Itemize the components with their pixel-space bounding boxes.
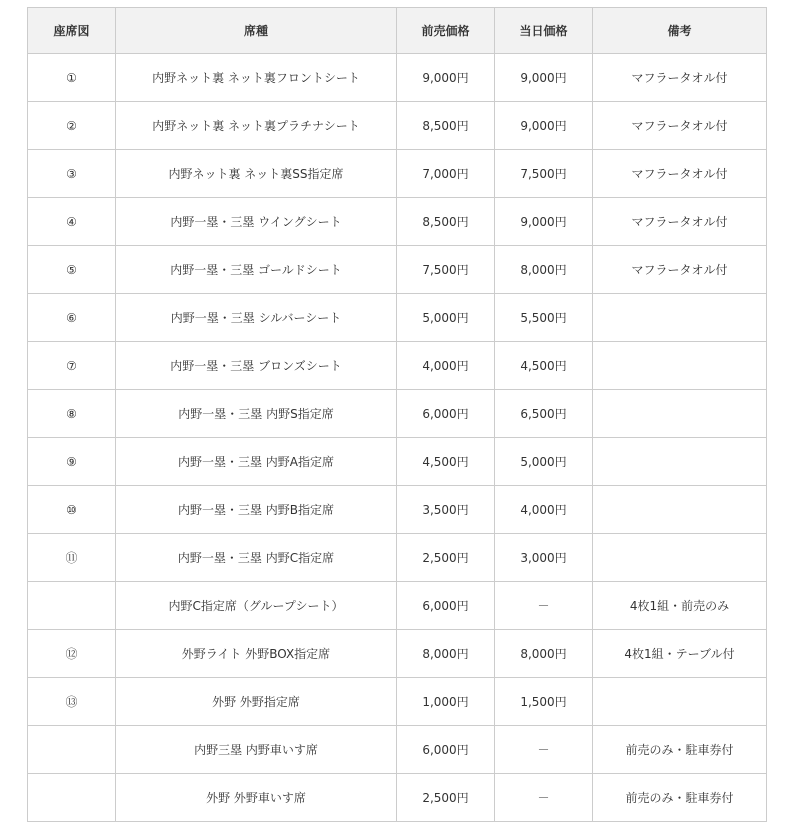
cell-notes: マフラータオル付	[593, 246, 767, 294]
cell-day-price: 4,000円	[495, 486, 593, 534]
cell-advance-price: 2,500円	[397, 534, 495, 582]
cell-day-price: 4,500円	[495, 342, 593, 390]
table-row	[28, 534, 767, 582]
cell-seat-type: 内野一塁・三塁 ブロンズシート	[116, 342, 397, 390]
cell-seat-map: ⑨	[28, 438, 116, 486]
cell-day-price: －	[495, 582, 593, 630]
cell-notes	[593, 678, 767, 726]
cell-seat-map	[28, 774, 116, 822]
cell-seat-map: ⑦	[28, 342, 116, 390]
cell-notes	[593, 438, 767, 486]
cell-notes: マフラータオル付	[593, 150, 767, 198]
cell-day-price: 9,000円	[495, 102, 593, 150]
cell-seat-type: 内野一塁・三塁 内野S指定席	[116, 390, 397, 438]
table-row	[28, 390, 767, 438]
table-row	[28, 438, 767, 486]
table-row	[28, 774, 767, 822]
cell-seat-type: 内野一塁・三塁 内野C指定席	[116, 534, 397, 582]
cell-seat-type: 内野ネット裏 ネット裏フロントシート	[116, 54, 397, 102]
cell-seat-map: ⑫	[28, 630, 116, 678]
cell-day-price: 3,000円	[495, 534, 593, 582]
cell-seat-type: 内野ネット裏 ネット裏プラチナシート	[116, 102, 397, 150]
cell-day-price: 5,000円	[495, 438, 593, 486]
cell-seat-type: 内野一塁・三塁 内野B指定席	[116, 486, 397, 534]
table-body	[28, 54, 767, 822]
cell-advance-price: 6,000円	[397, 582, 495, 630]
cell-advance-price: 6,000円	[397, 390, 495, 438]
cell-seat-type: 内野一塁・三塁 内野A指定席	[116, 438, 397, 486]
table-row	[28, 582, 767, 630]
cell-seat-map: ⑬	[28, 678, 116, 726]
table-row	[28, 102, 767, 150]
cell-day-price: 9,000円	[495, 54, 593, 102]
table-row	[28, 246, 767, 294]
cell-notes: 前売のみ・駐車券付	[593, 726, 767, 774]
cell-seat-type: 内野一塁・三塁 ウイングシート	[116, 198, 397, 246]
cell-advance-price: 4,000円	[397, 342, 495, 390]
table-row	[28, 198, 767, 246]
header-seat-map: 座席図	[28, 8, 116, 54]
header-advance-price: 前売価格	[397, 8, 495, 54]
cell-seat-map	[28, 726, 116, 774]
cell-notes	[593, 534, 767, 582]
cell-seat-map: ④	[28, 198, 116, 246]
cell-advance-price: 5,000円	[397, 294, 495, 342]
cell-notes: マフラータオル付	[593, 198, 767, 246]
cell-advance-price: 3,500円	[397, 486, 495, 534]
table-row	[28, 294, 767, 342]
cell-notes: マフラータオル付	[593, 54, 767, 102]
cell-day-price: 5,500円	[495, 294, 593, 342]
table-row	[28, 342, 767, 390]
cell-day-price: －	[495, 774, 593, 822]
cell-notes	[593, 342, 767, 390]
cell-seat-type: 内野三塁 内野車いす席	[116, 726, 397, 774]
cell-notes: 4枚1組・前売のみ	[593, 582, 767, 630]
cell-day-price: －	[495, 726, 593, 774]
cell-advance-price: 8,500円	[397, 102, 495, 150]
cell-day-price: 6,500円	[495, 390, 593, 438]
cell-notes: 前売のみ・駐車券付	[593, 774, 767, 822]
cell-seat-map: ①	[28, 54, 116, 102]
cell-notes	[593, 486, 767, 534]
cell-advance-price: 7,000円	[397, 150, 495, 198]
cell-advance-price: 6,000円	[397, 726, 495, 774]
header-seat-type: 席種	[116, 8, 397, 54]
cell-day-price: 8,000円	[495, 630, 593, 678]
cell-advance-price: 8,000円	[397, 630, 495, 678]
header-notes: 備考	[593, 8, 767, 54]
cell-seat-map: ⑧	[28, 390, 116, 438]
cell-day-price: 1,500円	[495, 678, 593, 726]
cell-seat-type: 外野 外野指定席	[116, 678, 397, 726]
table-row	[28, 150, 767, 198]
table-row	[28, 630, 767, 678]
header-row	[28, 8, 767, 54]
cell-day-price: 8,000円	[495, 246, 593, 294]
cell-seat-map: ⑩	[28, 486, 116, 534]
cell-seat-type: 内野一塁・三塁 ゴールドシート	[116, 246, 397, 294]
cell-advance-price: 1,000円	[397, 678, 495, 726]
cell-day-price: 7,500円	[495, 150, 593, 198]
cell-notes	[593, 294, 767, 342]
cell-seat-map: ②	[28, 102, 116, 150]
cell-advance-price: 4,500円	[397, 438, 495, 486]
cell-notes	[593, 390, 767, 438]
table-row	[28, 726, 767, 774]
cell-seat-map: ③	[28, 150, 116, 198]
cell-advance-price: 8,500円	[397, 198, 495, 246]
cell-advance-price: 9,000円	[397, 54, 495, 102]
cell-seat-type: 内野一塁・三塁 シルバーシート	[116, 294, 397, 342]
cell-seat-map: ⑥	[28, 294, 116, 342]
cell-seat-map: ⑤	[28, 246, 116, 294]
table-row	[28, 54, 767, 102]
cell-seat-map: ⑪	[28, 534, 116, 582]
cell-seat-type: 内野C指定席（グループシート）	[116, 582, 397, 630]
cell-seat-type: 内野ネット裏 ネット裏SS指定席	[116, 150, 397, 198]
cell-seat-map	[28, 582, 116, 630]
cell-seat-type: 外野ライト 外野BOX指定席	[116, 630, 397, 678]
table-row	[28, 486, 767, 534]
seat-price-table	[27, 7, 767, 822]
table-row	[28, 678, 767, 726]
cell-day-price: 9,000円	[495, 198, 593, 246]
cell-advance-price: 7,500円	[397, 246, 495, 294]
cell-notes: マフラータオル付	[593, 102, 767, 150]
cell-advance-price: 2,500円	[397, 774, 495, 822]
cell-notes: 4枚1組・テーブル付	[593, 630, 767, 678]
header-day-price: 当日価格	[495, 8, 593, 54]
table-header	[28, 8, 767, 54]
cell-seat-type: 外野 外野車いす席	[116, 774, 397, 822]
